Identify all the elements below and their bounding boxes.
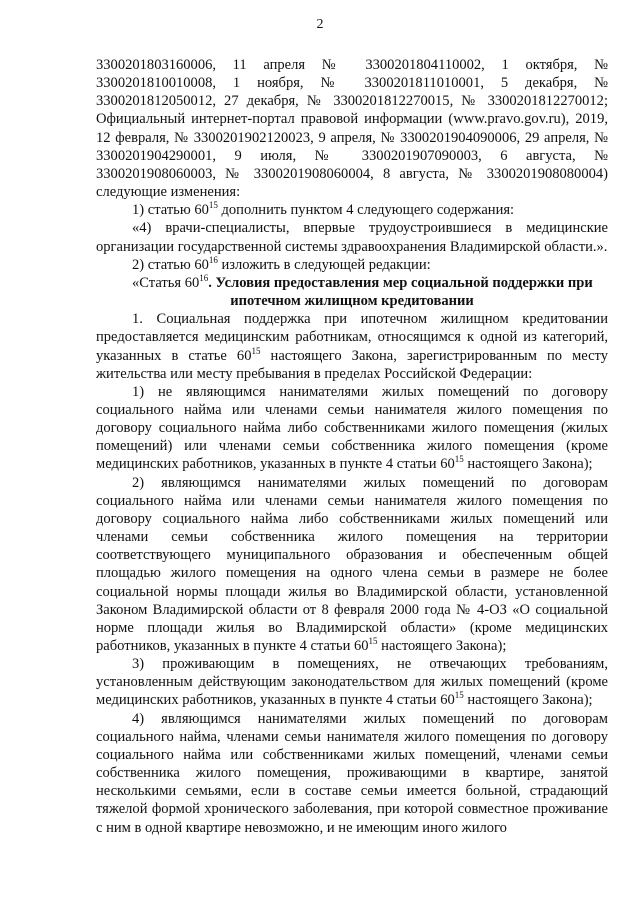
document-body	[96, 56, 608, 837]
amendment-1	[96, 201, 608, 219]
list-item-2	[96, 474, 608, 656]
article-title-line2: ипотечном жилищном кредитовании	[230, 293, 474, 310]
page-number: 2	[316, 17, 324, 32]
paragraph-1-after: настоящего Закона, зарегистрированным по месту жительства или месту пребывания в пределах Российской Федерации:	[96, 347, 608, 382]
paragraph-1-sup: 15	[251, 345, 261, 356]
article-title: . Условия предоставления мер социальной поддержки при	[208, 274, 593, 291]
paragraph-1-before: 1. Социальная поддержка при ипотечном жилищном кредитовании предоставляется медицинским работникам, относящимся к одной из категорий, указанных в статье 60	[96, 311, 608, 364]
list-item-1-sup: 15	[454, 454, 464, 465]
list-item-3-sup: 15	[454, 690, 464, 701]
amendment-1-sup: 15	[208, 200, 218, 211]
list-item-2-after: настоящего Закона);	[377, 638, 507, 654]
intro-paragraph: 3300201803160006, 11 апреля № 3300201804110002, 1 октября, № 3300201810010008, 1 ноября, № 3300201811010001, 5 декабря, № 3300201812050012, 27 декабря, № 3300201812270015, № 3300201812270012; Официальный интернет-портал правовой информации (www.pravo.gov.ru), 2019, 12 февраля, № 3300201902120023, 9 апреля, № 3300201904090006, 29 апреля, № 3300201904290001, 9 июля, № 3300201907090003, 6 августа, № 3300201908060003, № 3300201908060004, 8 августа, № 3300201908080004) следующие изменения:	[96, 57, 608, 201]
list-item-1	[96, 383, 608, 474]
amendment-1-after: дополнить пунктом 4 следующего содержания:	[217, 202, 515, 219]
list-item-3-before: 3) проживающим в помещениях, не отвечающих требованиям, установленным действующим законодательством для жилых помещений (кроме медицинских работников, указанных в пункте 4 статьи 60	[96, 656, 608, 709]
list-item-2-sup: 15	[368, 636, 378, 646]
list-item-1-after: настоящего Закона);	[463, 456, 593, 473]
article-sup: 16	[199, 272, 209, 283]
list-item-2-before: 2) являющимся нанимателями жилых помещений по договорам социального найма или членами семьи нанимателя жилого помещения по договору социального найма либо собственниками жилых помещений или членами семьи собственника жилого помещения на территории соответствующего муниципального образования и обеспеченным общей площадью жилого помещения на одного члена семьи в размере не более социальной нормы площади жилья во Владимирской области, установленной Законом Владимирской области от 8 февраля 2000 года № 4-ОЗ «О социальной норме площади жилья во Владимирской области» (кроме медицинских работников, указанных в пункте 4 статьи 60	[96, 474, 608, 654]
article-heading	[96, 274, 608, 292]
amendment-2-after: изложить в следующей редакции:	[217, 256, 431, 273]
list-item-3	[96, 655, 608, 709]
amendment-1-before: 1) статью 60	[132, 202, 209, 219]
amendment-2-before: 2) статью 60	[132, 256, 209, 273]
list-item-4: 4) являющимся нанимателями жилых помещений по договорам социального найма, членами семьи нанимателя жилого помещения по договору социального найма или собственниками жилых помещений, членами семьи собственника жилого помещения, проживающими в квартире, занятой несколькими семьями, если в составе семьи имеется больной, страдающий тяжелой формой хронического заболевания, при которой совместное проживание с ним в одной квартире невозможно, и не имеющим иного жилого	[96, 710, 608, 836]
amendment-2	[96, 256, 608, 274]
list-item-1-before: 1) не являющимся нанимателями жилых помещений по договору социального найма или членами семьи нанимателя жилого помещения по договору социального найма либо собственниками жилого помещения (жилых помещений) или членами семьи собственника жилого помещения (кроме медицинских работников, указанных в пункте 4 статьи 60	[96, 383, 608, 473]
article-prefix: «Статья 60	[132, 274, 200, 291]
amendment-1-text: «4) врачи-специалисты, впервые трудоустроившиеся в медицинские организации государственной системы здравоохранения Владимирской области.».	[96, 220, 608, 255]
list-item-3-after: настоящего Закона);	[463, 692, 593, 709]
paragraph-1	[96, 310, 608, 383]
amendment-2-sup: 16	[208, 254, 218, 265]
